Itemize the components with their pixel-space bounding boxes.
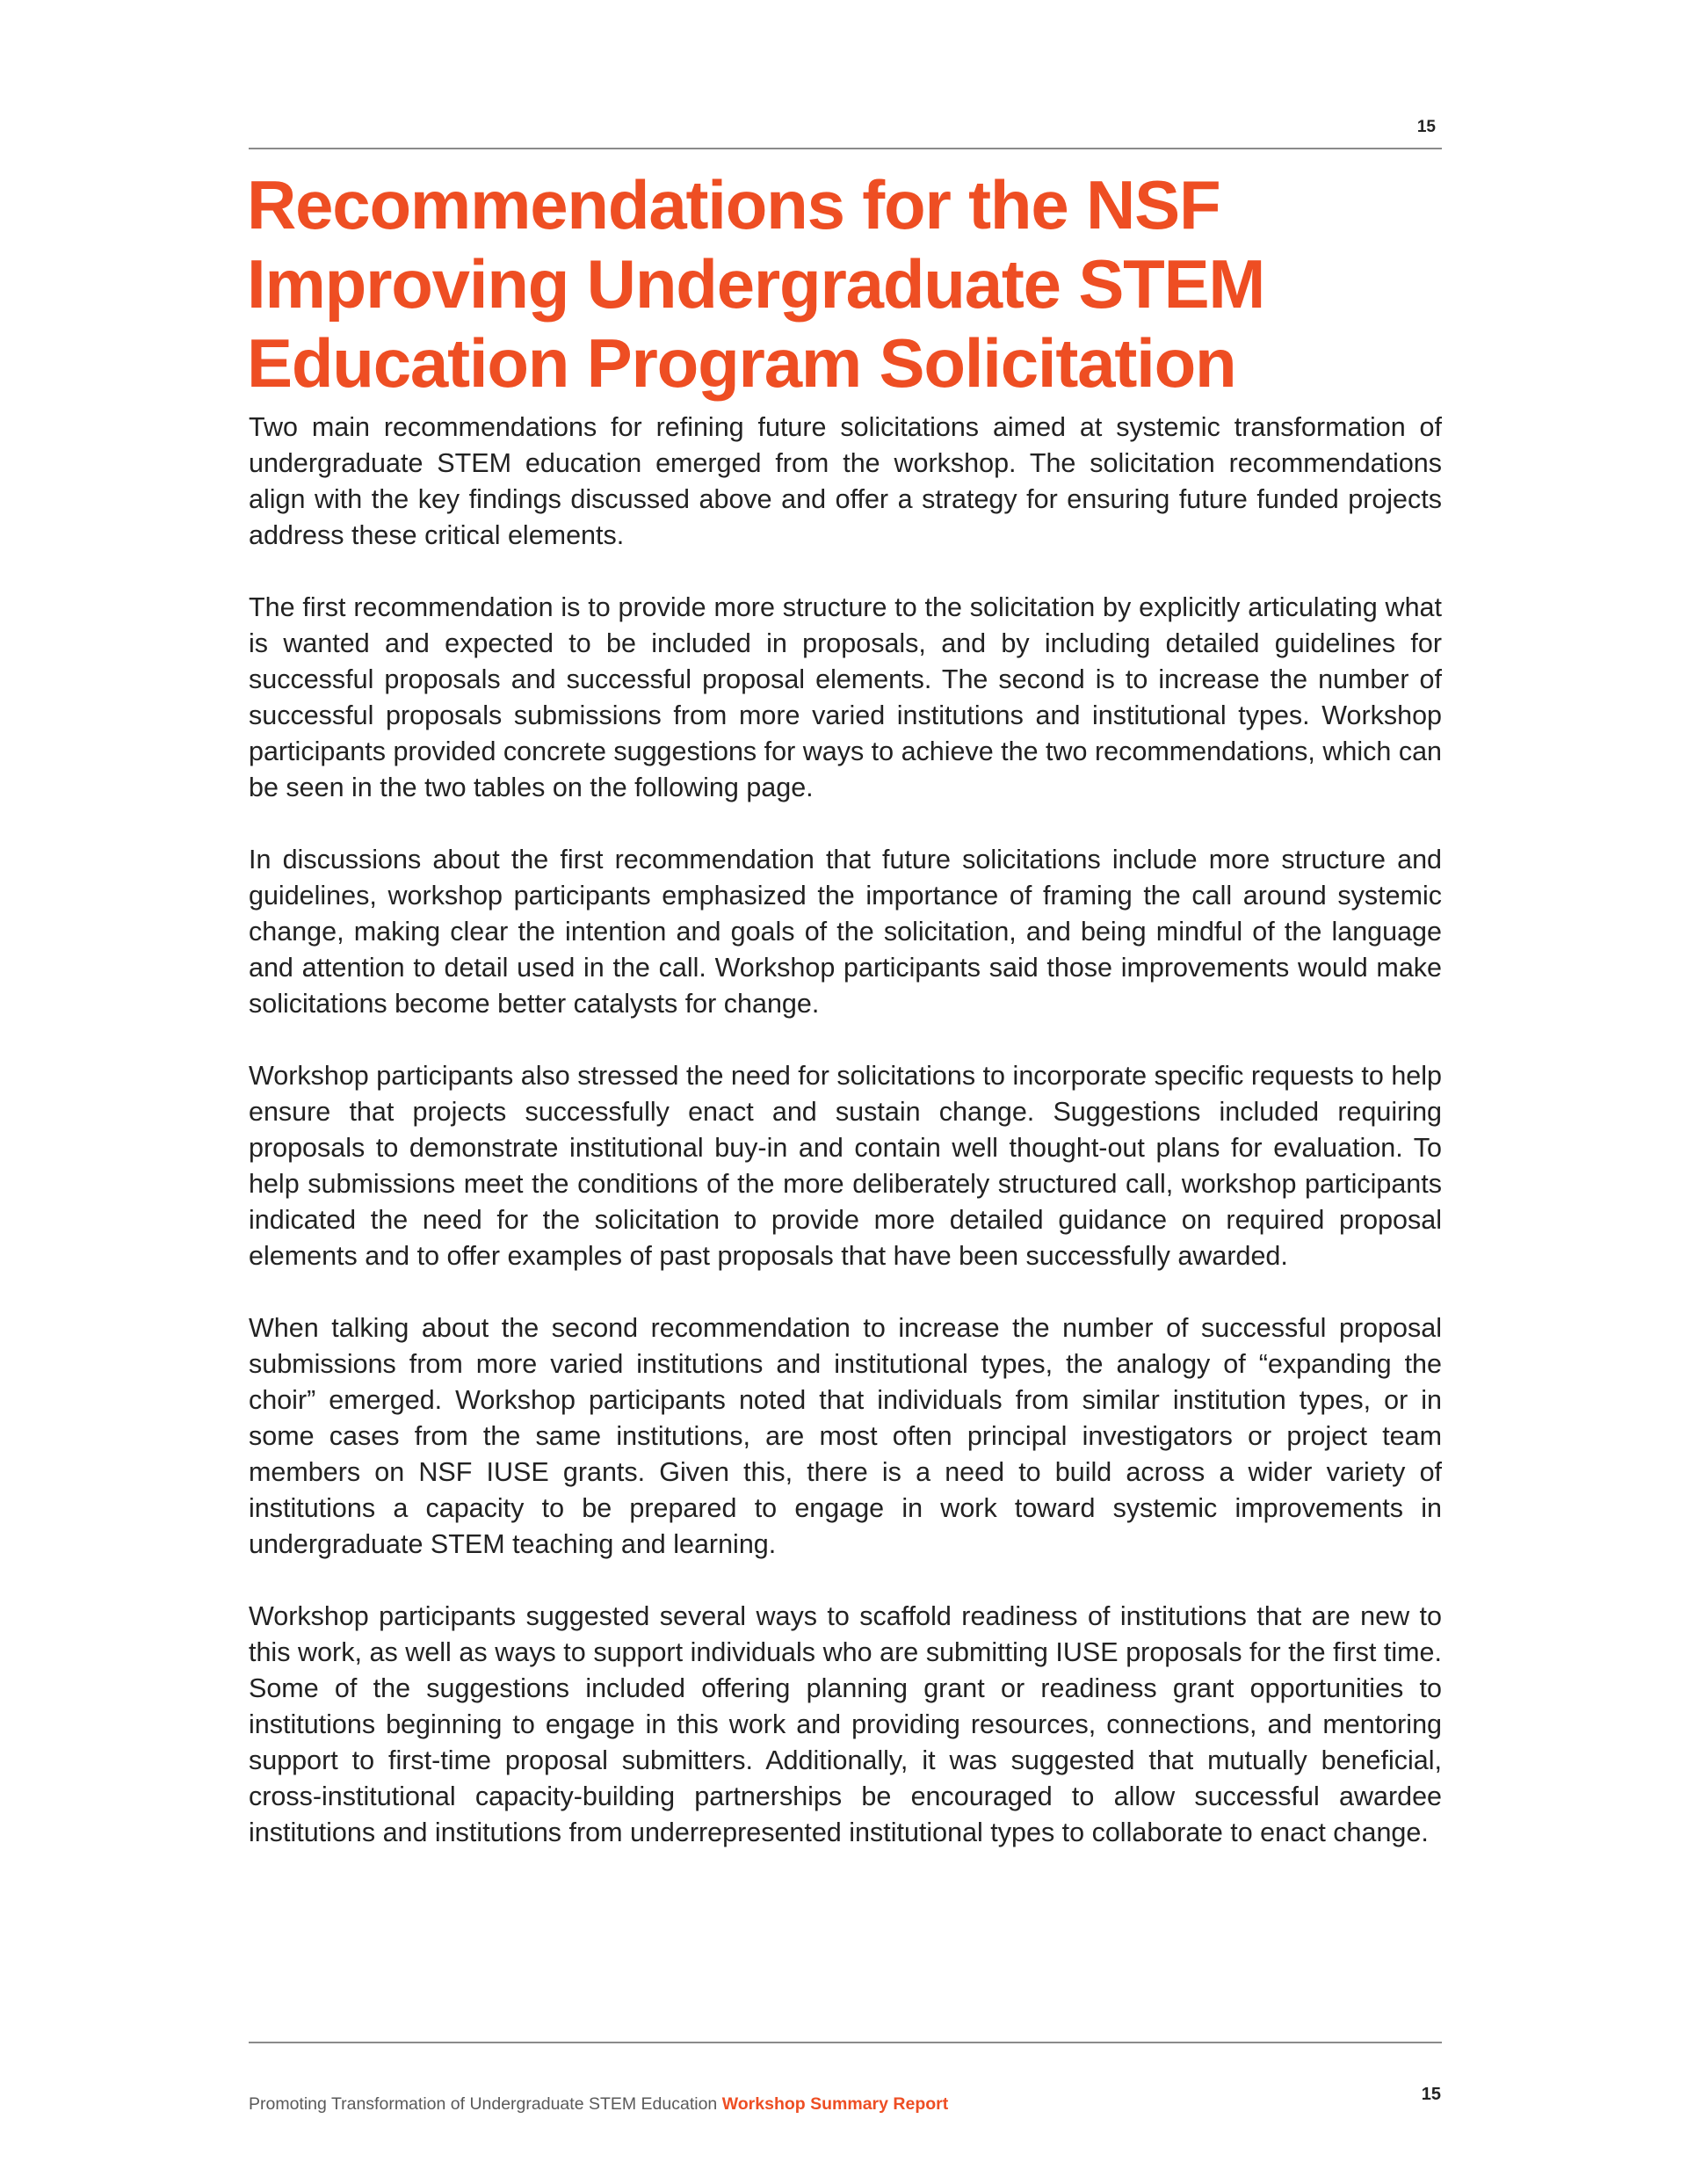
paragraph: The first recommendation is to provide more structure to the solicitation by explicitly articulating what is wanted and expected to be included in proposals, and by including detailed guidelines for successful proposals and successful proposal elements. The second is to increase the number of successful proposals submissions from more varied institutions and institutional types. Workshop participants provided concrete suggestions for ways to achieve the two recommendations, which can be seen in the two tables on the following page.: [249, 592, 1442, 802]
paragraph: When talking about the second recommendation to increase the number of successful proposal submissions from more varied institutions and institutional types, the analogy of “expanding the choir” emerged. Workshop participants noted that individuals from similar institution types, or in some cases from the same institutions, are most often principal investigators or project team members on NSF IUSE grants. Given this, there is a need to build across a wider variety of institutions a capacity to be prepared to engage in work toward systemic improvements in undergraduate STEM teaching and learning.: [249, 1313, 1442, 1559]
footer-page-number: 15: [1421, 2085, 1441, 2104]
paragraph: Two main recommendations for refining future solicitations aimed at systemic transformation of undergraduate STEM education emerged from the workshop. The solicitation recommendations align with the key findings discussed above and offer a strategy for ensuring future funded projects address these critical elements.: [249, 412, 1442, 550]
paragraph: Workshop participants also stressed the need for solicitations to incorporate specific requests to help ensure that projects successfully enact and sustain change. Suggestions included requiring proposals to demonstrate institutional buy-in and contain well thought-out plans for evaluation. To help submissions meet the conditions of the more deliberately structured call, workshop participants indicated the need for the solicitation to provide more detailed guidance on required proposal elements and to offer examples of past proposals that have been successfully awarded.: [249, 1061, 1442, 1271]
title-line: Improving Undergraduate STEM: [247, 245, 1265, 323]
paragraph: Workshop participants suggested several ways to scaffold readiness of institutions that are new to this work, as well as ways to support individuals who are submitting IUSE proposals for the first time. Some of the suggestions included offering planning grant or readiness grant opportunities to institutions beginning to engage in this work and providing resources, connections, and mentoring support to first-time proposal submitters. Additionally, it was suggested that mutually beneficial, cross-institutional capacity-building partnerships be encouraged to allow successful awardee institutions and institutions from underrepresented institutional types to collaborate to enact change.: [249, 1601, 1442, 1847]
footer-accent: Workshop Summary Report: [721, 2094, 949, 2114]
top-divider: [249, 148, 1442, 149]
footer-text: Promoting Transformation of Undergraduate STEM Education: [249, 2094, 718, 2114]
title-line: Education Program Solicitation: [247, 324, 1236, 402]
footer: [249, 2094, 948, 2115]
page-title: [247, 165, 1477, 403]
header-page-number: 15: [1416, 118, 1436, 136]
bottom-divider: [249, 2042, 1442, 2043]
paragraph: In discussions about the first recommendation that future solicitations include more structure and guidelines, workshop participants emphasized the importance of framing the call around systemic change, making clear the intention and goals of the solicitation, and being mindful of the language and attention to detail used in the call. Workshop participants said those improvements would make solicitations become better catalysts for change.: [249, 845, 1442, 1019]
body-text: [249, 410, 1442, 1887]
title-line: Recommendations for the NSF: [247, 166, 1220, 243]
